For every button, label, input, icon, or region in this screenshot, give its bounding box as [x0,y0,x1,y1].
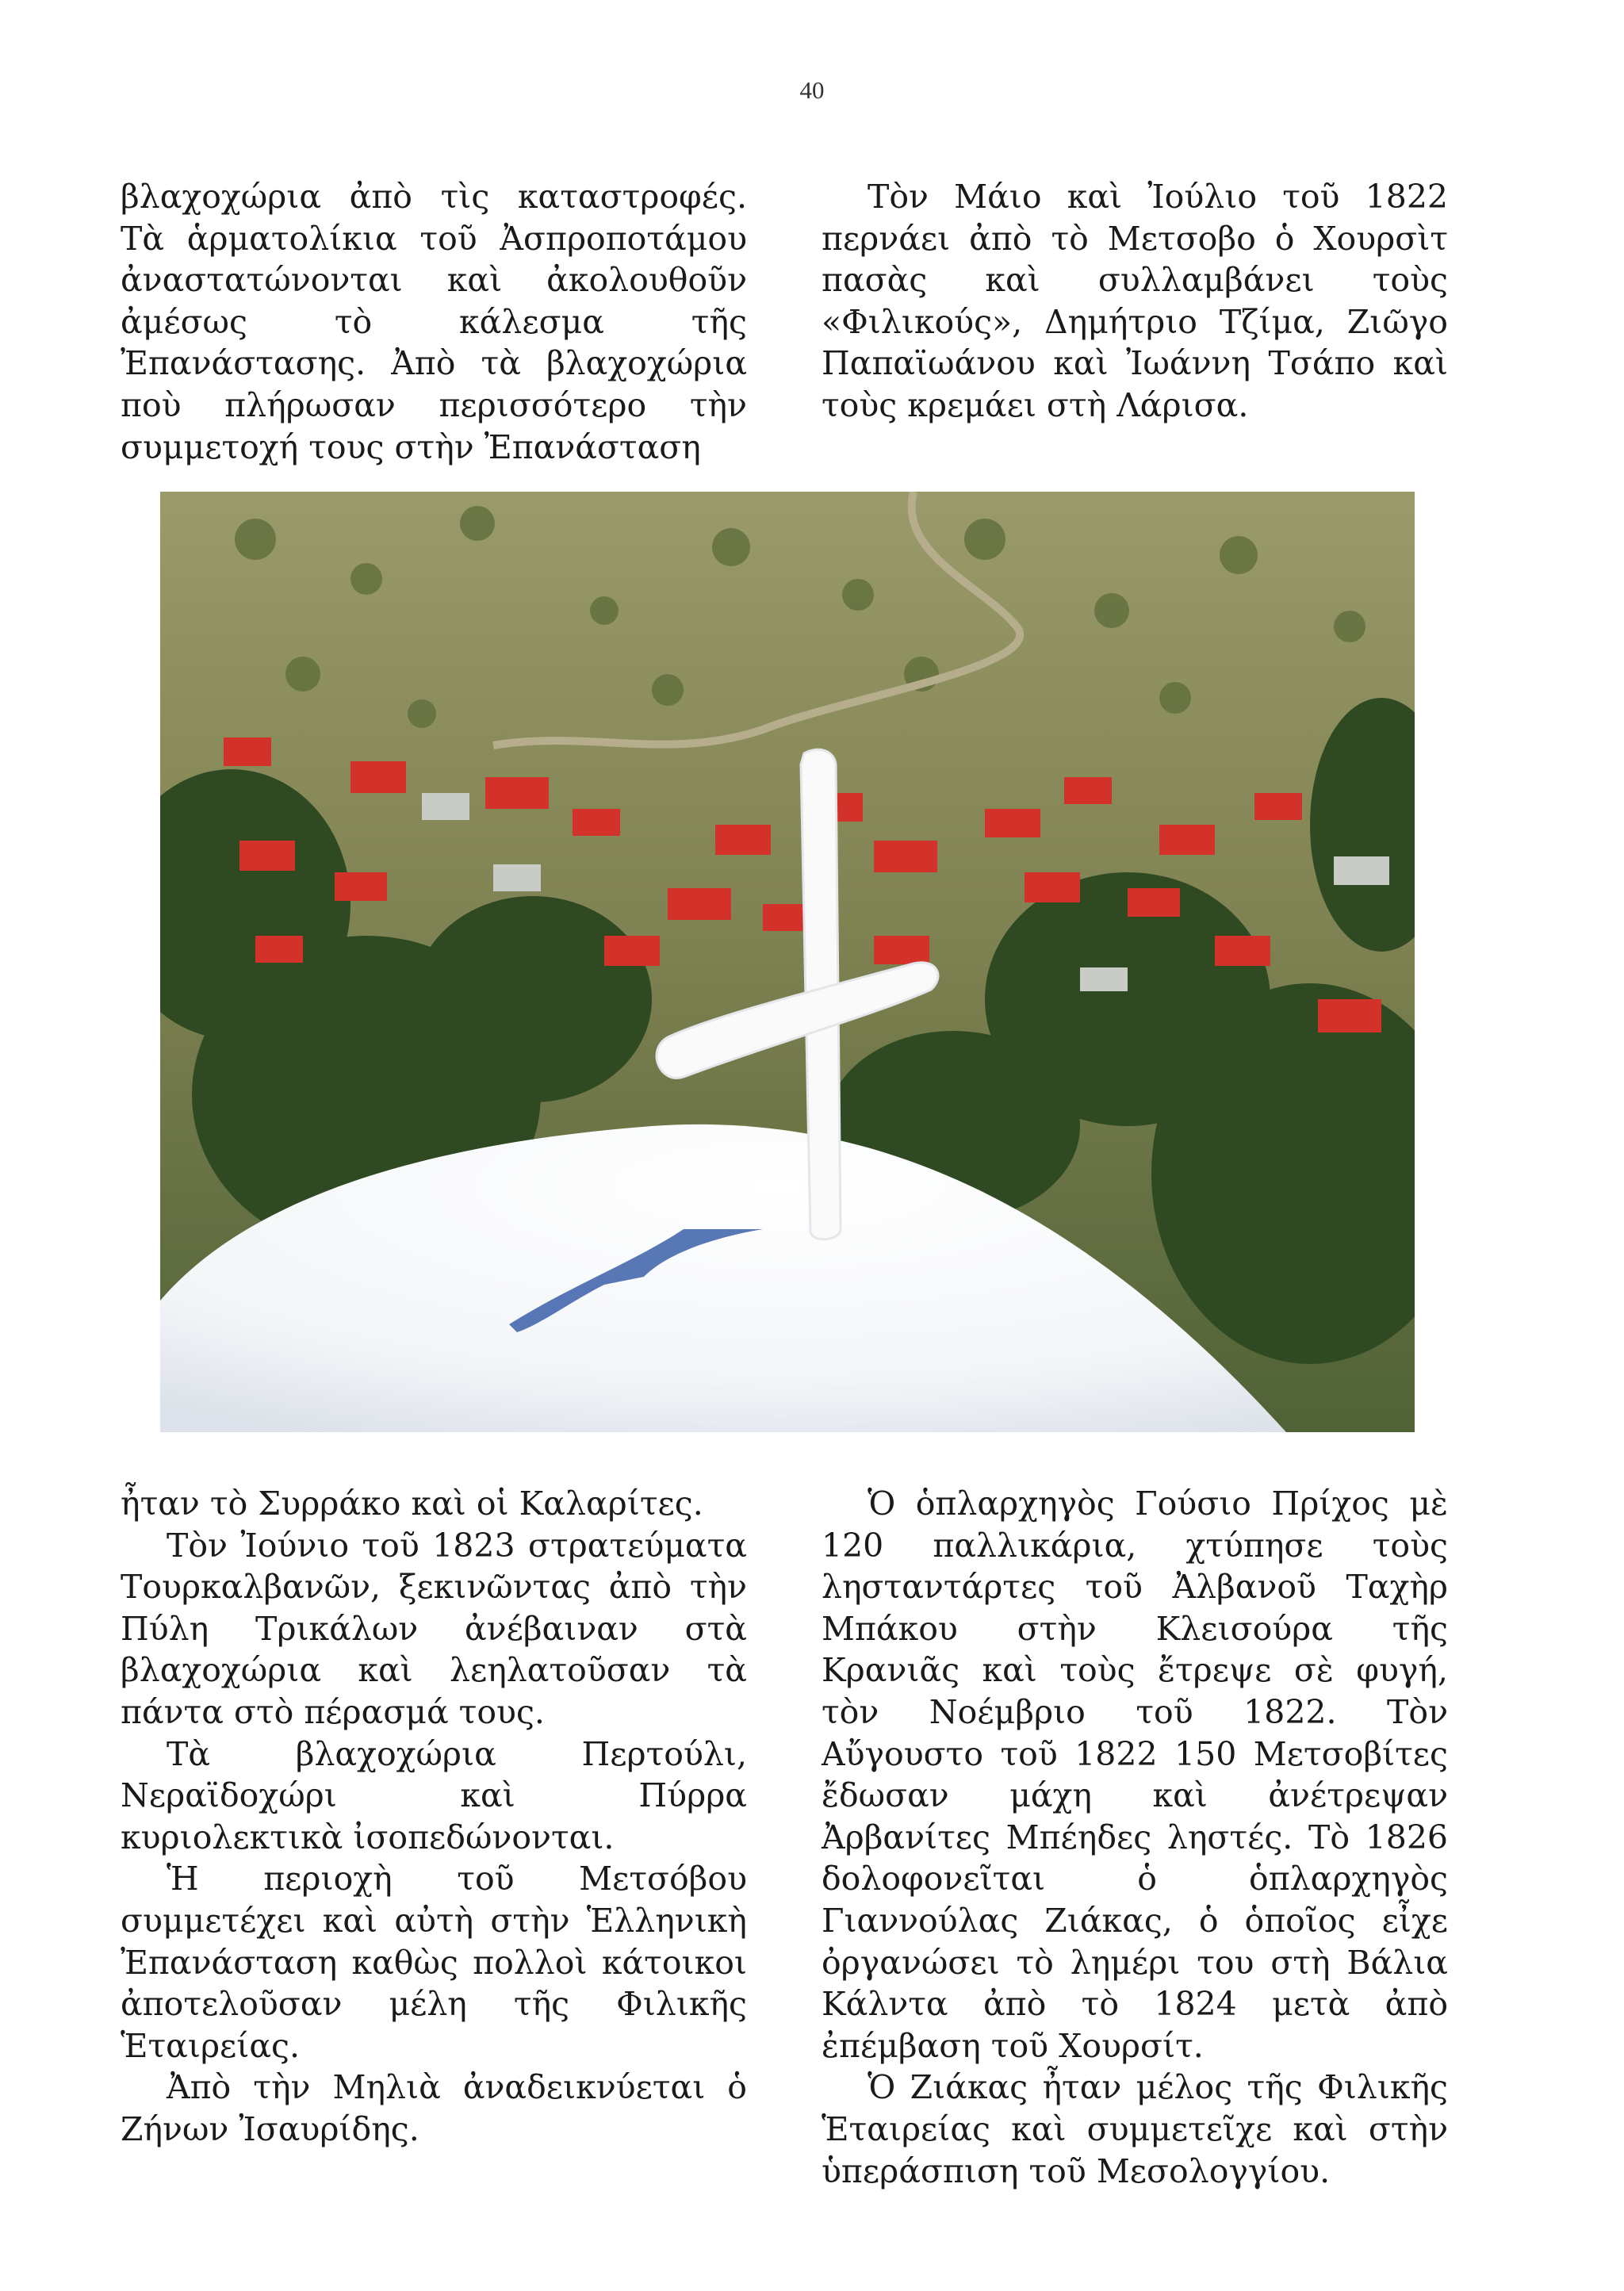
paragraph: Ἡ περιοχὴ τοῦ Μετσόβου συμμετέχει καὶ αὐτὴ στὴν Ἑλληνικὴ Ἐπανάσταση καθὼς πολλοὶ κάτοικοι ἀποτελοῦσαν μέλη τῆς Φιλικῆς Ἑταιρείας. [121,1860,747,2065]
paragraph: βλαχοχώρια ἀπὸ τὶς καταστροφές. Τὰ ἁρματολίκια τοῦ Ἀσπροποτάμου ἀναστατώνονται καὶ ἀκολουθοῦν ἀμέσως τὸ κάλεσμα τῆς Ἐπανάστασης. Ἀπὸ τὰ βλαχοχώρια ποὺ πλήρωσαν περισσότερο τὴν συμμετοχή τους στὴν Ἐπανάσταση [121,178,747,466]
paragraph: Τὸν Μάιο καὶ Ἰούλιο τοῦ 1822 περνάει ἀπὸ τὸ Μετσοβο ὁ Χουρσὶτ πασὰς καὶ συλλαμβάνει τοὺς «Φιλικούς», Δημήτριο Τζίμα, Ζιῶγο Παπαϊωάνου καὶ Ἰωάννη Τσάπο καὶ τοὺς κρεμάει στὴ Λάρισα. [822,178,1448,424]
text-column-bottom-left [121,1483,747,2151]
village-cross-photo [160,492,1415,1432]
paragraph: Ἀπὸ τὴν Μηλιὰ ἀναδεικνύεται ὁ Ζήνων Ἰσαυρίδης. [121,2068,747,2148]
paragraph: Τὸν Ἰούνιο τοῦ 1823 στρατεύματα Τουρκαλβανῶν, ξεκινῶντας ἀπὸ τὴν Πύλη Τρικάλων ἀνέβαιναν στὰ βλαχοχώρια καὶ λεηλατοῦσαν τὰ πάντα στὸ πέρασμά τους. [121,1526,747,1731]
text-column-bottom-right [822,1483,1448,2192]
paragraph: Ὁ Ζιάκας ἦταν μέλος τῆς Φιλικῆς Ἑταιρείας καὶ συμμετεῖχε καὶ στὴν ὑπεράσπιση τοῦ Μεσολογγίου. [822,2068,1448,2190]
paragraph: ἦταν τὸ Συρράκο καὶ οἱ Καλαρίτες. [121,1485,703,1523]
page-number: 40 [799,76,825,104]
paragraph: Τὰ βλαχοχώρια Περτούλι, Νεραϊδοχώρι καὶ Πύρρα κυριολεκτικὰ ἰσοπεδώνονται. [121,1734,747,1856]
text-column-top-left [121,176,747,468]
text-column-top-right [822,176,1448,427]
paragraph: Ὁ ὁπλαρχηγὸς Γούσιο Πρίχος μὲ 120 παλλικάρια, χτύπησε τοὺς λησταντάρτες τοῦ Ἀλβανοῦ Ταχὴρ Μπάκου στὴν Κλεισούρα τῆς Κρανιᾶς καὶ τοὺς ἔτρεψε σὲ φυγή, τὸν Νοέμβριο τοῦ 1822. Τὸν Αὔγουστο τοῦ 1822 150 Μετσοβίτες ἔδωσαν μάχη καὶ ἀνέτρεψαν Ἀρβανίτες Μπέηδες ληστές. Τὸ 1826 δολοφονεῖται ὁ ὁπλαρχηγὸς Γιαννούλας Ζιάκας, ὁ ὁποῖος εἶχε ὀργανώσει τὸ λημέρι του στὴ Βάλια Κάλντα ἀπὸ τὸ 1824 μετὰ ἀπὸ ἐπέμβαση τοῦ Χουρσίτ. [822,1485,1448,2065]
